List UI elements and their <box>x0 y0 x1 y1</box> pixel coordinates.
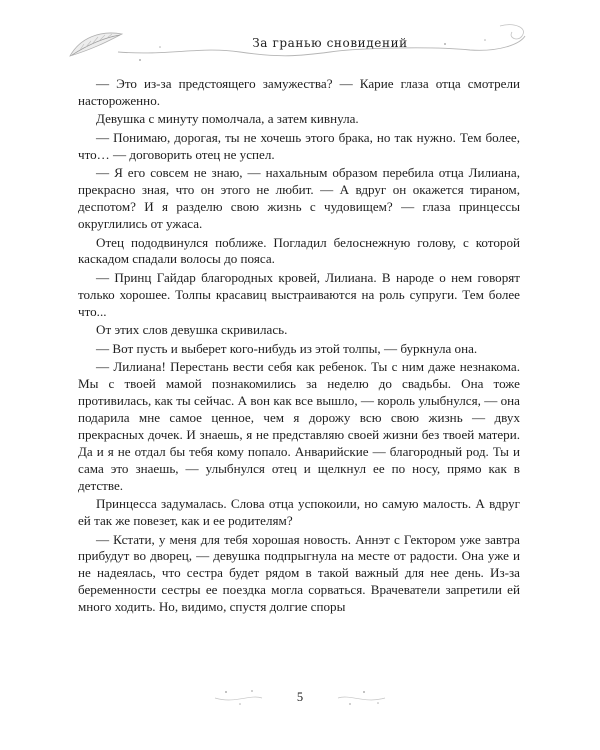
paragraph: — Кстати, у меня для тебя хорошая новость. Аннэт с Гектором уже завтра прибудут во дворец, — девушка подпрыгнула на месте от радости. Она уже и не надеялась, что сестра будет рядом в такой важный для нее день. Из-за беременности сестры ее поездка могла сорваться. Врачеватели запретили ей много ходить. Но, видимо, спустя долгие споры <box>78 531 520 615</box>
paragraph: — Это из-за предстоящего замужества? — Карие глаза отца смотрели настороженно. <box>78 76 520 108</box>
running-header <box>0 0 600 75</box>
paragraph: — Принц Гайдар благородных кровей, Лилиана. В народе о нем говорят только хорошее. Толпы красавиц выстраиваются на роль супруги. Тем более что... <box>78 269 520 319</box>
paragraph: — Вот пусть и выберет кого-нибудь из этой толпы, — буркнула она. <box>96 340 478 356</box>
running-title: За гранью сновидений <box>252 36 408 50</box>
feather-icon <box>66 28 126 60</box>
chapter-text <box>78 76 520 618</box>
paragraph: Принцесса задумалась. Слова отца успокоили, но самую малость. А вдруг ей так же повезет, как и ее родителям? <box>78 496 520 528</box>
paragraph: От этих слов девушка скривилась. <box>96 322 288 338</box>
paragraph: — Я его совсем не знаю, — нахальным образом перебила отца Лилиана, прекрасно зная, что он этого не любит. — А вдруг он окажется тираном, деспотом? И я разделю свою жизнь с чудовищем? — глаза принцессы округлились от ужаса. <box>78 165 520 232</box>
paragraph: Отец пододвинулся поближе. Погладил белоснежную голову, с которой каскадом спадали волосы до пояса. <box>78 234 520 267</box>
paragraph: — Лилиана! Перестань вести себя как ребенок. Ты с ним даже незнакома. Мы с твоей мамой познакомились за неделю до свадьбы. Она тоже противилась, как ты сейчас. А вон как все вышло, — король улыбнулся, — она подарила мне самое ценное, чем я дорожу всю свою жизнь — двух прекрасных дочек. И знаешь, я не представляю своей жизни без твоей матери. Да и я не отдал бы тебя кому попало. Анварийские — благородный род. Ты и сама это знаешь, — улыбнулся отец и щелкнул ее по носу, прямо как в детстве. <box>78 359 520 493</box>
paragraph: — Понимаю, дорогая, ты не хочешь этого брака, но так нужно. Тем более, что… — договорить отец не успел. <box>78 129 520 162</box>
paragraph: Девушка с минуту помолчала, а затем кивнула. <box>96 111 359 127</box>
page-number: 5 <box>296 690 304 704</box>
